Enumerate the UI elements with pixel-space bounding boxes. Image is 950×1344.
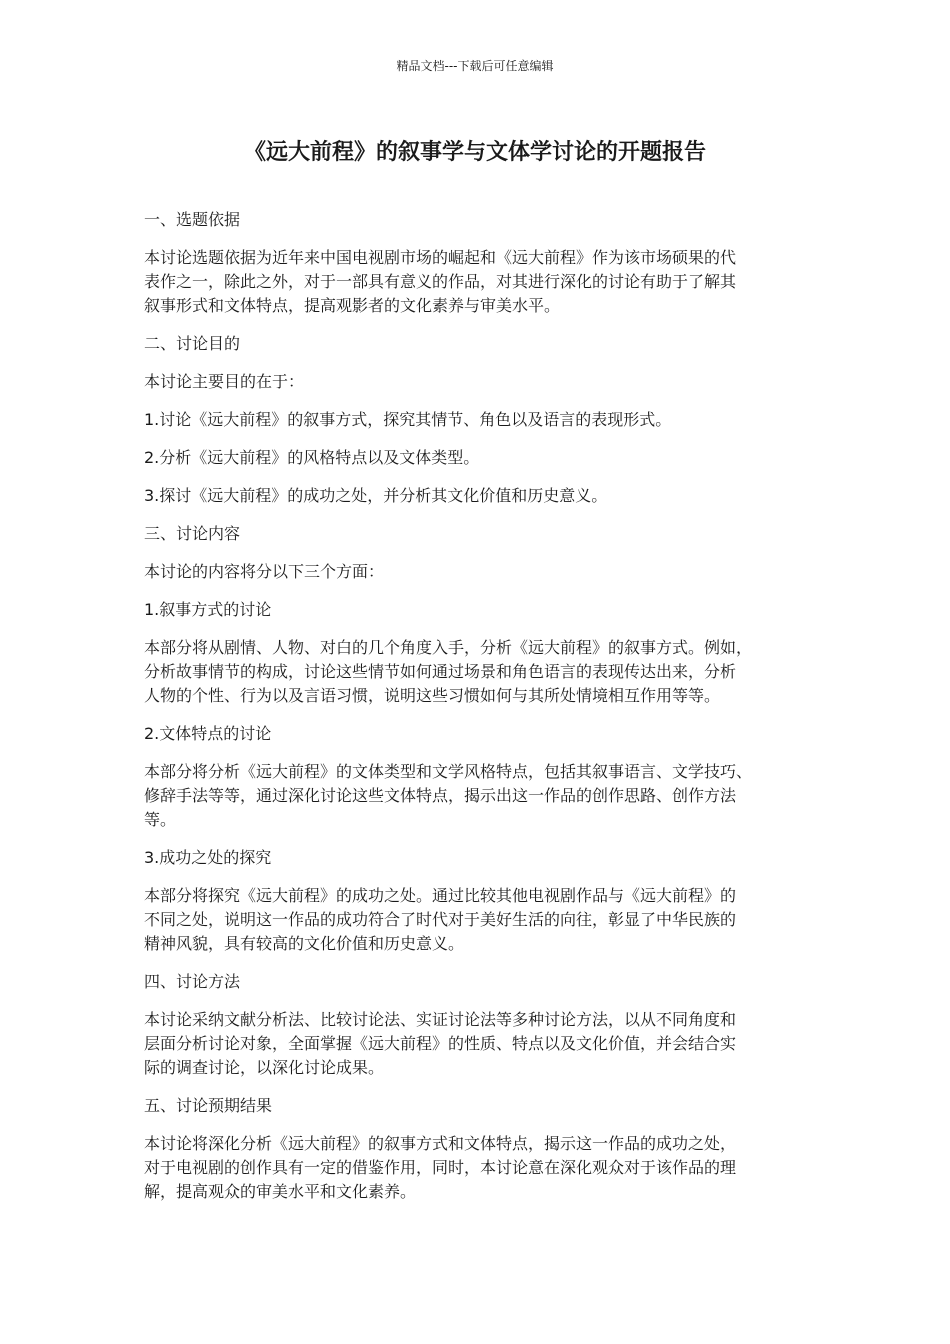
paragraph-line: 对于电视剧的创作具有一定的借鉴作用，同时，本讨论意在深化观众对于该作品的理: [144, 1158, 737, 1177]
paragraph-content-intro: 本讨论的内容将分以下三个方面：: [144, 562, 385, 581]
header-note: 精品文档---下载后可任意编辑: [396, 59, 554, 73]
paragraph-line: 际的调查讨论，以深化讨论成果。: [144, 1058, 385, 1077]
section-heading-2: 二、讨论目的: [144, 334, 241, 353]
section-heading-5: 五、讨论预期结果: [144, 1096, 273, 1115]
paragraph-line: 等。: [144, 810, 177, 829]
subheading-narrative: 1.叙事方式的讨论: [144, 600, 272, 619]
paragraph-line: 本讨论将深化分析《远大前程》的叙事方式和文体特点，揭示这一作品的成功之处，: [144, 1134, 737, 1153]
purpose-item-1: 1.讨论《远大前程》的叙事方式，探究其情节、角色以及语言的表现形式。: [144, 410, 672, 429]
paragraph-methods: [144, 1008, 808, 1080]
paragraph-line: 本部分将分析《远大前程》的文体类型和文学风格特点，包括其叙事语言、文学技巧、: [144, 762, 753, 781]
paragraph-line: 本讨论采纳文献分析法、比较讨论法、实证讨论法等多种讨论方法，以从不同角度和: [144, 1010, 737, 1029]
paragraph-narrative: [144, 636, 808, 708]
paragraph-style: [144, 760, 808, 832]
paragraph-line: 精神风貌，具有较高的文化价值和历史意义。: [144, 934, 465, 953]
paragraph-line: 人物的个性、行为以及言语习惯，说明这些习惯如何与其所处情境相互作用等等。: [144, 686, 721, 705]
purpose-item-3: 3.探讨《远大前程》的成功之处，并分析其文化价值和历史意义。: [144, 486, 608, 505]
paragraph-line: 本部分将从剧情、人物、对白的几个角度入手，分析《远大前程》的叙事方式。例如，: [144, 638, 753, 657]
paragraph-success: [144, 884, 808, 956]
paragraph-selection-basis: [144, 246, 808, 318]
paragraph-line: 层面分析讨论对象，全面掌握《远大前程》的性质、特点以及文化价值，并会结合实: [144, 1034, 737, 1053]
section-heading-3: 三、讨论内容: [144, 524, 241, 543]
paragraph-line: 分析故事情节的构成，讨论这些情节如何通过场景和角色语言的表现传达出来，分析: [144, 662, 737, 681]
paragraph-expected-results: [144, 1132, 808, 1204]
document-title: 《远大前程》的叙事学与文体学讨论的开题报告: [243, 140, 706, 165]
paragraph-line: 解，提高观众的审美水平和文化素养。: [144, 1182, 417, 1201]
subheading-success: 3.成功之处的探究: [144, 848, 272, 867]
purpose-item-2: 2.分析《远大前程》的风格特点以及文体类型。: [144, 448, 480, 467]
paragraph-line: 表作之一，除此之外，对于一部具有意义的作品，对其进行深化的讨论有助于了解其: [144, 272, 737, 291]
subheading-style: 2.文体特点的讨论: [144, 724, 272, 743]
paragraph-line: 本部分将探究《远大前程》的成功之处。通过比较其他电视剧作品与《远大前程》的: [144, 886, 737, 905]
paragraph-line: 本讨论选题依据为近年来中国电视剧市场的崛起和《远大前程》作为该市场硕果的代: [144, 248, 737, 267]
document-body: [144, 208, 808, 1218]
section-heading-4: 四、讨论方法: [144, 972, 241, 991]
paragraph-line: 叙事形式和文体特点，提高观影者的文化素养与审美水平。: [144, 296, 561, 315]
section-heading-1: 一、选题依据: [144, 210, 241, 229]
paragraph-line: 修辞手法等等，通过深化讨论这些文体特点，揭示出这一作品的创作思路、创作方法: [144, 786, 737, 805]
paragraph-line: 不同之处，说明这一作品的成功符合了时代对于美好生活的向往，彰显了中华民族的: [144, 910, 737, 929]
paragraph-purpose-intro: 本讨论主要目的在于：: [144, 372, 305, 391]
